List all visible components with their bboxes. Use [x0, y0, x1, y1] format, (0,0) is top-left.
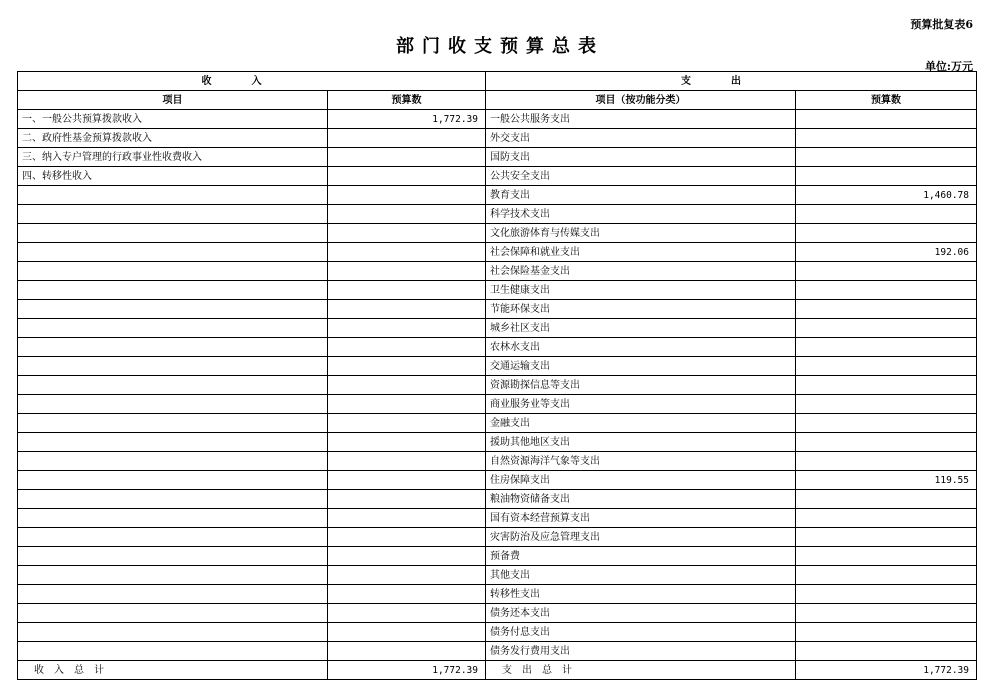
income-item-header: 项目: [18, 91, 328, 110]
table-row: [18, 585, 977, 604]
income-amount-cell: [328, 167, 486, 186]
expense-item-cell: 资源勘探信息等支出: [486, 376, 796, 395]
expense-amount-cell: [796, 110, 977, 129]
income-item-cell: 一、一般公共预算拨款收入: [18, 110, 328, 129]
income-budget-header: 预算数: [328, 91, 486, 110]
expense-amount-cell: [796, 167, 977, 186]
table-row: [18, 224, 977, 243]
expense-amount-cell: [796, 129, 977, 148]
table-row: [18, 319, 977, 338]
table-row: [18, 338, 977, 357]
income-amount-cell: [328, 243, 486, 262]
expense-amount-cell: [796, 585, 977, 604]
expense-amount-cell: [796, 281, 977, 300]
table-row: [18, 528, 977, 547]
expense-amount-cell: [796, 452, 977, 471]
table-row: [18, 376, 977, 395]
table-row: [18, 623, 977, 642]
expense-item-cell: 交通运输支出: [486, 357, 796, 376]
totals-row: [18, 661, 977, 680]
income-amount-cell: [328, 319, 486, 338]
income-item-cell: [18, 395, 328, 414]
expense-item-cell: 社会保障和就业支出: [486, 243, 796, 262]
expense-item-cell: 农林水支出: [486, 338, 796, 357]
income-amount-cell: [328, 300, 486, 319]
income-amount-cell: [328, 471, 486, 490]
income-amount-cell: [328, 148, 486, 167]
expense-amount-cell: 192.06: [796, 243, 977, 262]
income-item-cell: 三、纳入专户管理的行政事业性收费收入: [18, 148, 328, 167]
income-amount-cell: [328, 395, 486, 414]
expense-amount-cell: [796, 433, 977, 452]
expense-amount-cell: [796, 338, 977, 357]
income-amount-cell: [328, 642, 486, 661]
expense-item-header: 项目（按功能分类）: [486, 91, 796, 110]
income-total-label: 收入总计: [18, 661, 328, 680]
table-row: [18, 490, 977, 509]
income-item-cell: [18, 262, 328, 281]
table-row: [18, 566, 977, 585]
table-row: [18, 300, 977, 319]
income-item-cell: [18, 585, 328, 604]
table-row: [18, 471, 977, 490]
expense-item-cell: 城乡社区支出: [486, 319, 796, 338]
column-header-row: [18, 91, 977, 110]
expense-item-cell: 债务付息支出: [486, 623, 796, 642]
income-amount-cell: [328, 186, 486, 205]
expense-item-cell: 债务还本支出: [486, 604, 796, 623]
expense-amount-cell: 1,460.78: [796, 186, 977, 205]
expense-item-cell: 外交支出: [486, 129, 796, 148]
expense-budget-header: 预算数: [796, 91, 977, 110]
income-item-cell: [18, 566, 328, 585]
income-item-cell: [18, 243, 328, 262]
income-amount-cell: [328, 585, 486, 604]
expense-amount-cell: [796, 528, 977, 547]
income-item-cell: [18, 547, 328, 566]
expense-amount-cell: 119.55: [796, 471, 977, 490]
expense-amount-cell: [796, 205, 977, 224]
income-amount-cell: [328, 566, 486, 585]
expense-total-label: 支出总计: [486, 661, 796, 680]
income-item-cell: [18, 509, 328, 528]
income-amount-cell: [328, 433, 486, 452]
expense-item-cell: 粮油物资储备支出: [486, 490, 796, 509]
expense-amount-cell: [796, 566, 977, 585]
expense-section-header: 支出: [486, 72, 977, 91]
expense-amount-cell: [796, 509, 977, 528]
table-row: [18, 604, 977, 623]
table-row: [18, 148, 977, 167]
table-row: [18, 186, 977, 205]
income-item-cell: [18, 623, 328, 642]
table-row: [18, 205, 977, 224]
expense-item-cell: 援助其他地区支出: [486, 433, 796, 452]
expense-item-cell: 科学技术支出: [486, 205, 796, 224]
income-amount-cell: [328, 547, 486, 566]
income-amount-cell: [328, 224, 486, 243]
income-item-cell: [18, 357, 328, 376]
expense-amount-cell: [796, 300, 977, 319]
income-amount-cell: [328, 414, 486, 433]
expense-item-cell: 社会保险基金支出: [486, 262, 796, 281]
expense-amount-cell: [796, 224, 977, 243]
table-body: [18, 110, 977, 661]
expense-item-cell: 预备费: [486, 547, 796, 566]
expense-total-amount: 1,772.39: [796, 661, 977, 680]
document-code: 预算批复表6: [910, 18, 973, 31]
income-item-cell: [18, 471, 328, 490]
income-item-cell: [18, 186, 328, 205]
income-amount-cell: [328, 129, 486, 148]
expense-amount-cell: [796, 642, 977, 661]
table-row: [18, 509, 977, 528]
expense-amount-cell: [796, 547, 977, 566]
expense-item-cell: 商业服务业等支出: [486, 395, 796, 414]
expense-amount-cell: [796, 414, 977, 433]
table-row: [18, 281, 977, 300]
table-row: [18, 395, 977, 414]
table-row: [18, 110, 977, 129]
expense-amount-cell: [796, 376, 977, 395]
income-item-cell: [18, 319, 328, 338]
expense-item-cell: 教育支出: [486, 186, 796, 205]
table-row: [18, 243, 977, 262]
income-item-cell: [18, 224, 328, 243]
expense-amount-cell: [796, 490, 977, 509]
expense-item-cell: 住房保障支出: [486, 471, 796, 490]
income-item-cell: [18, 281, 328, 300]
section-header-row: [18, 72, 977, 91]
expense-item-cell: 债务发行费用支出: [486, 642, 796, 661]
expense-item-cell: 转移性支出: [486, 585, 796, 604]
table-row: [18, 452, 977, 471]
expense-item-cell: 公共安全支出: [486, 167, 796, 186]
expense-item-cell: 国有资本经营预算支出: [486, 509, 796, 528]
income-item-cell: [18, 642, 328, 661]
table-row: [18, 414, 977, 433]
income-amount-cell: 1,772.39: [328, 110, 486, 129]
income-section-header: 收入: [18, 72, 486, 91]
expense-amount-cell: [796, 395, 977, 414]
income-amount-cell: [328, 490, 486, 509]
income-amount-cell: [328, 623, 486, 642]
income-item-cell: [18, 452, 328, 471]
income-item-cell: [18, 490, 328, 509]
income-total-amount: 1,772.39: [328, 661, 486, 680]
income-item-cell: 四、转移性收入: [18, 167, 328, 186]
income-item-cell: [18, 376, 328, 395]
table-row: [18, 642, 977, 661]
income-amount-cell: [328, 262, 486, 281]
expense-amount-cell: [796, 262, 977, 281]
expense-item-cell: 一般公共服务支出: [486, 110, 796, 129]
table-row: [18, 433, 977, 452]
table-row: [18, 262, 977, 281]
table-row: [18, 129, 977, 148]
income-amount-cell: [328, 604, 486, 623]
income-item-cell: 二、政府性基金预算拨款收入: [18, 129, 328, 148]
expense-amount-cell: [796, 604, 977, 623]
expense-item-cell: 文化旅游体育与传媒支出: [486, 224, 796, 243]
expense-amount-cell: [796, 357, 977, 376]
table-row: [18, 547, 977, 566]
income-item-cell: [18, 300, 328, 319]
budget-table: [17, 71, 977, 680]
table-row: [18, 167, 977, 186]
expense-amount-cell: [796, 623, 977, 642]
expense-item-cell: 金融支出: [486, 414, 796, 433]
income-item-cell: [18, 414, 328, 433]
income-item-cell: [18, 338, 328, 357]
income-amount-cell: [328, 205, 486, 224]
income-item-cell: [18, 433, 328, 452]
income-item-cell: [18, 205, 328, 224]
expense-item-cell: 其他支出: [486, 566, 796, 585]
expense-item-cell: 节能环保支出: [486, 300, 796, 319]
page-title: 部门收支预算总表: [396, 36, 604, 57]
expense-item-cell: 自然资源海洋气象等支出: [486, 452, 796, 471]
expense-item-cell: 卫生健康支出: [486, 281, 796, 300]
expense-amount-cell: [796, 319, 977, 338]
expense-amount-cell: [796, 148, 977, 167]
income-item-cell: [18, 528, 328, 547]
income-amount-cell: [328, 509, 486, 528]
income-amount-cell: [328, 376, 486, 395]
income-amount-cell: [328, 338, 486, 357]
income-item-cell: [18, 604, 328, 623]
expense-item-cell: 灾害防治及应急管理支出: [486, 528, 796, 547]
income-amount-cell: [328, 452, 486, 471]
table-row: [18, 357, 977, 376]
income-amount-cell: [328, 357, 486, 376]
expense-item-cell: 国防支出: [486, 148, 796, 167]
income-amount-cell: [328, 528, 486, 547]
income-amount-cell: [328, 281, 486, 300]
unit-label: 单位:万元: [924, 60, 973, 73]
